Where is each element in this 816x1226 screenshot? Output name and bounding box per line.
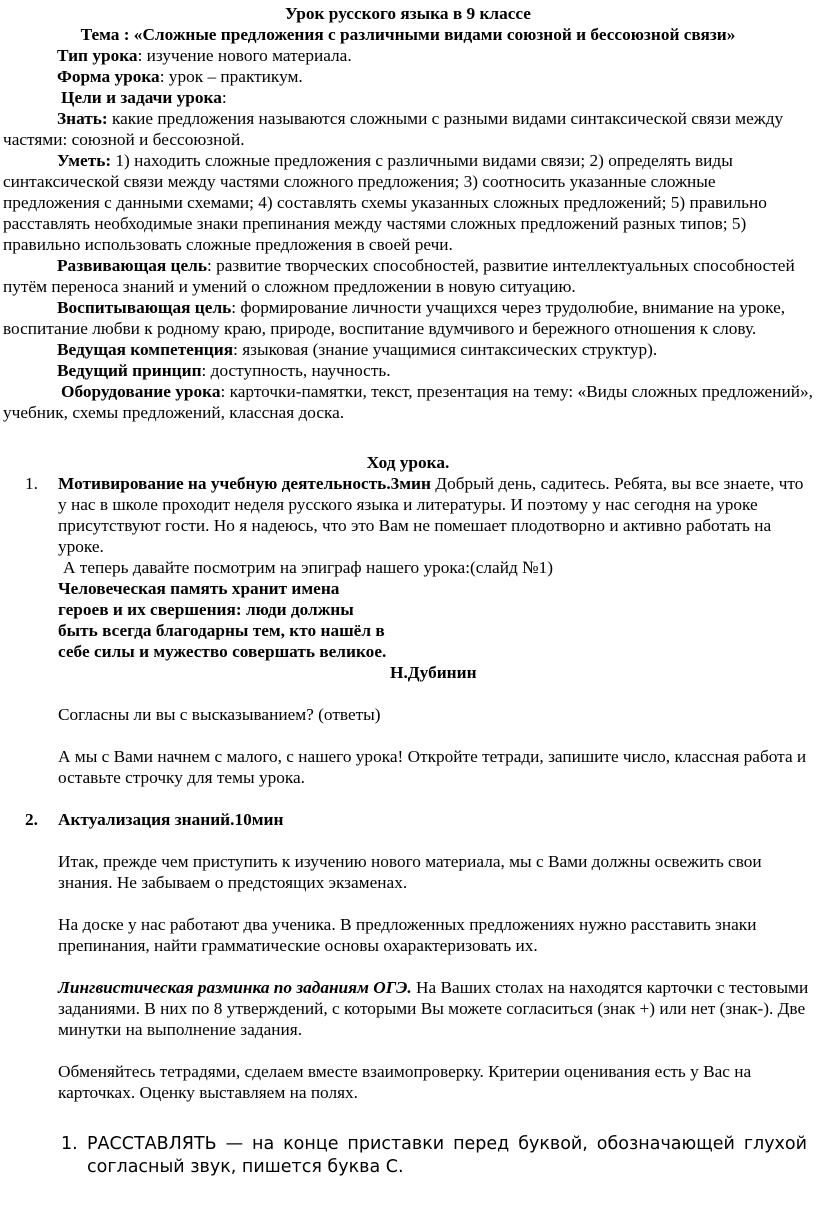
- lesson-equipment-label: Оборудование урока: [61, 382, 221, 401]
- section-2-paragraph-4: Обменяйтесь тетрадями, сделаем вместе взаимопроверку. Критерии оценивания есть у Вас на карточках. Оценку выставляем на полях.: [58, 1062, 752, 1102]
- lesson-form-value: : урок – практикум.: [159, 67, 303, 86]
- lesson-goals-colon: :: [221, 88, 227, 107]
- epigraph-intro: А теперь давайте посмотрим на эпиграф нашего урока:(слайд №1): [63, 558, 553, 577]
- agreement-question: Согласны ли вы с высказыванием? (ответы): [58, 705, 381, 724]
- educational-goal-label: Воспитывающая цель: [57, 298, 232, 317]
- warmup-text: На Ваших столах на находятся карточки с тестовыми заданиями. В них по 8 утверждений, с которыми Вы можете согласиться (знак +) или нет (знак-). Две минутки на выполнение задания.: [58, 978, 809, 1039]
- epigraph-author: Н.Дубинин: [390, 663, 477, 682]
- test-item-1-number: 1.: [61, 1134, 78, 1154]
- know-text: какие предложения называются сложными с разными видами синтаксической связи между частями: союзной и бессоюзной.: [3, 109, 784, 149]
- educational-goal: [3, 297, 813, 339]
- lesson-equipment-text: : карточки-памятки, текст, презентация на тему: «Виды сложных предложений», учебник, схемы предложений, классная доска.: [3, 382, 813, 422]
- section-2-number: 2.: [25, 810, 38, 829]
- lesson-type-value: : изучение нового материала.: [137, 46, 352, 65]
- know-paragraph: [3, 108, 813, 150]
- epigraph-line: быть всегда благодарны тем, кто нашёл в: [58, 621, 385, 640]
- section-2: [3, 809, 813, 1103]
- spacer: [3, 788, 813, 809]
- lesson-flow-heading: Ход урока.: [366, 453, 450, 472]
- spacer: [3, 1103, 813, 1133]
- leading-principle: [3, 360, 813, 381]
- lesson-form: [3, 66, 813, 87]
- lesson-form-label: Форма урока: [57, 67, 160, 86]
- lesson-goals-label: Цели и задачи урока: [61, 88, 222, 107]
- leading-competence: [3, 339, 813, 360]
- lesson-topic: Тема : «Сложные предложения с различными видами союзной и бессоюзной связи»: [80, 25, 736, 44]
- leading-competence-text: : языковая (знание учащимися синтаксических структур).: [233, 340, 658, 359]
- section-1-text: Добрый день, садитесь. Ребята, вы все знаете, что у нас в школе проходит неделя русского языка и литературы. И поэтому у нас сегодня на уроке присутствуют гости. Но я надеюсь, что это Вам не помешает плодотворно и активно работать на уроке.: [58, 474, 804, 556]
- lesson-type: [3, 45, 813, 66]
- warmup-title: Лингвистическая разминка по заданиям ОГЭ.: [58, 978, 412, 997]
- developing-goal-text: : развитие творческих способностей, развитие интеллектуальных способностей путём переноса знаний и умений о сложном предложении в новую ситуацию.: [3, 256, 795, 296]
- can-text: 1) находить сложные предложения с различными видами связи; 2) определять виды синтаксической связи между частями сложного предложения; 3) соотносить указанные сложные предложения с данными схемами; 4) составлять схемы указанных сложных предложений; 5) правильно расставлять необходимые знаки препинания между частями сложных предложений разных типов; 5) правильно использовать сложные предложения в своей речи.: [3, 151, 767, 254]
- lesson-goals: [3, 87, 813, 108]
- developing-goal-label: Развивающая цель: [57, 256, 207, 275]
- document-title: Урок русского языка в 9 классе: [285, 4, 531, 23]
- epigraph-line: себе силы и мужество совершать великое.: [58, 642, 387, 661]
- spacer: [3, 423, 813, 444]
- test-item-1: [3, 1133, 813, 1179]
- spacer: [58, 956, 813, 977]
- section-1: [3, 473, 813, 788]
- can-paragraph: [3, 150, 813, 255]
- section-1-paragraph: [58, 473, 813, 557]
- spacer: [58, 830, 813, 851]
- section-2-paragraph-1: Итак, прежде чем приступить к изучению нового материала, мы с Вами должны освежить свои знания. Не забываем о предстоящих экзаменах.: [58, 852, 762, 892]
- leading-principle-text: : доступность, научность.: [201, 361, 391, 380]
- start-instructions: А мы с Вами начнем с малого, с нашего урока! Откройте тетради, запишите число, классная работа и оставьте строчку для темы урока.: [58, 747, 807, 787]
- section-2-title: Актуализация знаний.10мин: [58, 810, 284, 829]
- epigraph-line: Человеческая память хранит имена: [58, 579, 340, 598]
- know-label: Знать:: [57, 109, 108, 128]
- developing-goal: [3, 255, 813, 297]
- leading-competence-label: Ведущая компетенция: [57, 340, 234, 359]
- spacer: [58, 1040, 813, 1061]
- leading-principle-label: Ведущий принцип: [57, 361, 202, 380]
- spacer: [58, 893, 813, 914]
- can-label: Уметь:: [57, 151, 112, 170]
- test-item-1-text: РАССТАВЛЯТЬ — на конце приставки перед буквой, обозначающей глухой согласный звук, пишется буква С.: [87, 1134, 807, 1177]
- warmup-paragraph: [58, 977, 813, 1040]
- educational-goal-text: : формирование личности учащихся через трудолюбие, внимание на уроке, воспитание любви к родному краю, природе, воспитание вдумчивого и бережного отношения к слову.: [3, 298, 786, 338]
- lesson-equipment: [3, 381, 813, 423]
- spacer: [58, 725, 813, 746]
- spacer: [58, 683, 813, 704]
- section-1-number: 1.: [25, 474, 38, 493]
- section-1-title: Мотивирование на учебную деятельность.3мин: [58, 474, 431, 493]
- section-2-paragraph-2: На доске у нас работают два ученика. В предложенных предложениях нужно расставить знаки препинания, найти грамматические основы охарактеризовать их.: [58, 915, 757, 955]
- epigraph-line: героев и их свершения: люди должны: [58, 600, 354, 619]
- lesson-type-label: Тип урока: [57, 46, 138, 65]
